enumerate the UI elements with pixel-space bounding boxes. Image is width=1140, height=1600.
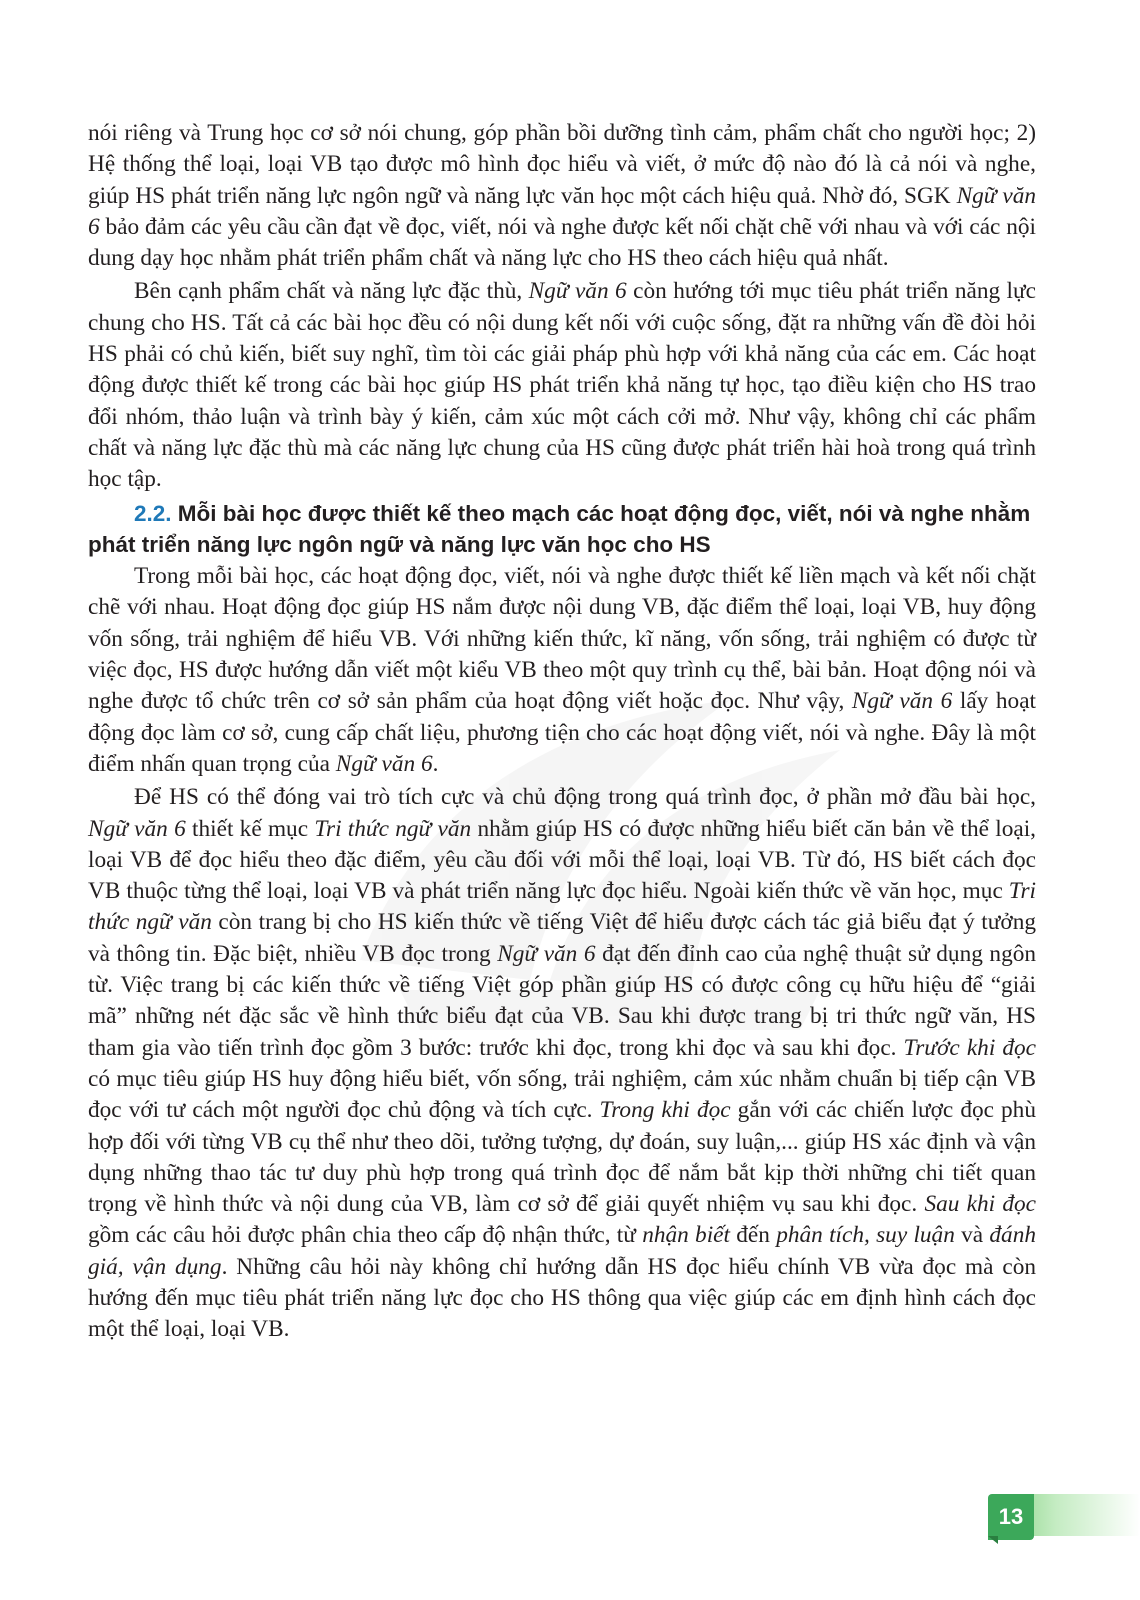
text-run: bảo đảm các yêu cầu cần đạt về đọc, viết, nói và nghe được kết nối chặt chẽ với nhau và với các nội dung dạy học nhằm phát triển phẩm chất và năng lực cho HS theo cách hiệu quả nhất. bbox=[88, 213, 1036, 272]
italic-text: phân tích, suy luận bbox=[776, 1222, 955, 1249]
section-heading bbox=[88, 498, 1036, 561]
page-body bbox=[88, 118, 1036, 1348]
italic-text: nhận biết bbox=[642, 1222, 730, 1249]
text-run: và bbox=[954, 1222, 990, 1249]
paragraph bbox=[88, 561, 1036, 780]
text-run: Để HS có thể đóng vai trò tích cực và chủ động trong quá trình đọc, ở phần mở đầu bài học, bbox=[134, 784, 1036, 811]
text-run: Trong mỗi bài học, các hoạt động đọc, viết, nói và nghe được thiết kế liền mạch và kết nối chặt chẽ với nhau. Hoạt động đọc giúp HS nắm được nội dung VB, đặc điểm thể loại, loại VB, huy động vốn sống, trải nghiệm để hiểu VB. Với những kiến thức, kĩ năng, vốn sống, trải nghiệm có được từ việc đọc, HS được hướng dẫn viết một kiểu VB theo một quy trình cụ thể, bài bản. Hoạt động nói và nghe được tổ chức trên cơ sở sản phẩm của hoạt động viết hoặc đọc. Như vậy, bbox=[88, 563, 1036, 715]
text-run: còn trang bị cho HS kiến thức về tiếng Việt để hiểu được cách tác giả biểu đạt ý tưởng và thông tin. Đặc biệt, nhiều VB đọc trong bbox=[88, 909, 1036, 967]
paragraph bbox=[88, 118, 1036, 274]
text-run: Bên cạnh phẩm chất và năng lực đặc thù, bbox=[134, 278, 529, 305]
italic-text: Trước khi đọc bbox=[903, 1034, 1036, 1061]
text-run: đến bbox=[730, 1222, 777, 1249]
section-title: Mỗi bài học được thiết kế theo mạch các hoạt động đọc, viết, nói và nghe nhằm phát triển năng lực ngôn ngữ và năng lực văn học cho HS bbox=[88, 500, 1031, 557]
text-run: gắn với các chiến lược đọc phù hợp đối với từng VB cụ thể như theo dõi, tưởng tượng, dự đoán, suy luận,... giúp HS xác định và vận dụng những thao tác tư duy phù hợp trong quá trình đọc để nắm bắt kịp thời những chi tiết quan trọng về hình thức và nội dung của VB, làm cơ sở để giải quyết nhiệm vụ sau khi đọc. bbox=[88, 1097, 1036, 1218]
italic-text: Ngữ văn 6 bbox=[88, 815, 186, 842]
italic-text: Trong khi đọc bbox=[599, 1097, 731, 1124]
page-number: 13 bbox=[988, 1494, 1034, 1540]
italic-text: Ngữ văn 6 bbox=[88, 182, 1037, 240]
paragraph bbox=[88, 276, 1036, 495]
italic-text: Ngữ văn 6 bbox=[851, 688, 953, 715]
text-run: còn hướng tới mục tiêu phát triển năng lực chung cho HS. Tất cả các bài học đều có nội dung kết nối với cuộc sống, đặt ra những vấn đề đòi hỏi HS phải có chủ kiến, biết suy nghĩ, tìm tòi các giải pháp phù hợp với khả năng của các em. Các hoạt động được thiết kế trong các bài học giúp HS phát triển khả năng tự học, tạo điều kiện cho HS trao đổi nhóm, thảo luận và trình bày ý kiến, cảm xúc một cách cởi mở. Như vậy, không chỉ các phẩm chất và năng lực đặc thù mà các năng lực chung của HS cũng được phát triển hài hoà trong quá trình học tập. bbox=[88, 278, 1036, 493]
text-run: nói riêng và Trung học cơ sở nói chung, góp phần bồi dưỡng tình cảm, phẩm chất cho người học; 2) Hệ thống thể loại, loại VB tạo được mô hình đọc hiểu và viết, ở mức độ nào đó là cả nói và nghe, giúp HS phát triển năng lực ngôn ngữ và năng lực văn học một cách hiệu quả. Nhờ đó, SGK bbox=[88, 120, 1036, 209]
italic-text: Ngữ văn 6 bbox=[335, 750, 433, 777]
section-number: 2.2. bbox=[134, 500, 172, 526]
text-run: gồm các câu hỏi được phân chia theo cấp độ nhận thức, từ bbox=[88, 1222, 643, 1249]
text-run: . bbox=[432, 750, 439, 777]
text-run: đạt đến đỉnh cao của nghệ thuật sử dụng ngôn từ. Việc trang bị các kiến thức về tiếng Việt góp phần giúp HS có được công cụ hữu hiệu để “giải mã” những nét đặc sắc về hình thức biểu đạt của VB. Sau khi được trang bị tri thức ngữ văn, HS tham gia vào tiến trình đọc gồm 3 bước: trước khi đọc, trong khi đọc và sau khi đọc. bbox=[88, 940, 1037, 1061]
italic-text: Ngữ văn 6 bbox=[528, 278, 627, 305]
italic-text: Sau khi đọc bbox=[924, 1191, 1036, 1218]
text-run: thiết kế mục bbox=[185, 815, 315, 842]
text-run: . Những câu hỏi này không chỉ hướng dẫn HS đọc hiểu chính VB vừa đọc mà còn hướng đến mục tiêu phát triển năng lực đọc cho HS thông qua việc giúp các em định hình cách đọc một thể loại, loại VB. bbox=[88, 1253, 1036, 1343]
text-run: lấy hoạt động đọc làm cơ sở, cung cấp chất liệu, phương tiện cho các hoạt động viết, nói và nghe. Đây là một điểm nhấn quan trọng của bbox=[88, 688, 1037, 777]
italic-text: Ngữ văn 6 bbox=[497, 940, 596, 967]
text-run: nhằm giúp HS có được những hiểu biết căn bản về thể loại, loại VB để đọc hiểu theo đặc điểm, yêu cầu đối với mỗi thể loại, loại VB. Từ đó, HS biết cách đọc VB thuộc từng thể loại, loại VB và phát triển năng lực đọc hiểu. Ngoài kiến thức về văn học, mục bbox=[88, 815, 1037, 905]
paragraph bbox=[88, 782, 1036, 1345]
text-run: có mục tiêu giúp HS huy động hiểu biết, vốn sống, trải nghiệm, cảm xúc nhằm chuẩn bị tiếp cận VB đọc với tư cách một người đọc chủ động và tích cực. bbox=[88, 1065, 1036, 1124]
italic-text: đánh giá, vận dụng bbox=[88, 1222, 1036, 1280]
italic-text: Tri thức ngữ văn bbox=[314, 815, 472, 842]
italic-text: Tri thức ngữ văn bbox=[88, 878, 1036, 936]
page-tab-curl bbox=[988, 1536, 998, 1544]
